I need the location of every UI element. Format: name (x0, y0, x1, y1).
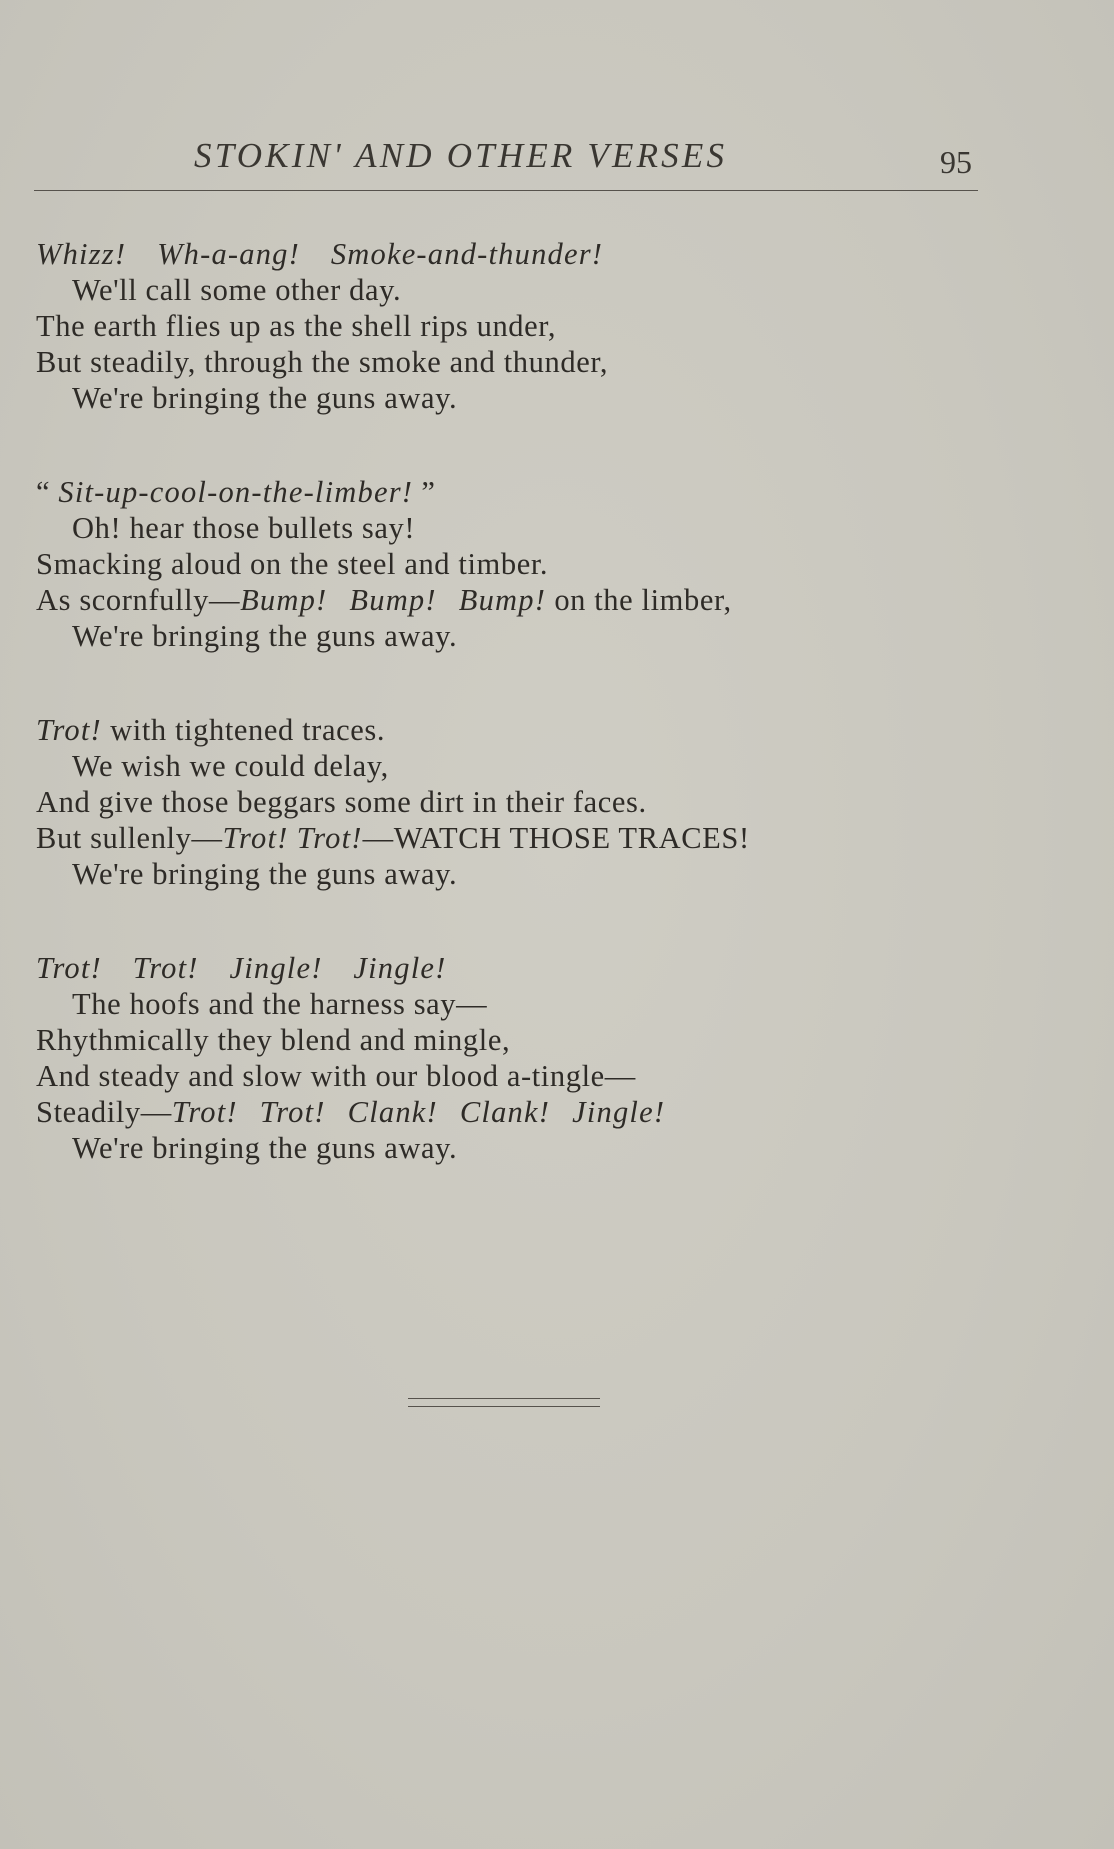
running-head (0, 136, 1114, 186)
poem-line: We'll call some other day. (72, 273, 402, 307)
poem-line: Oh! hear those bullets say! (72, 511, 416, 545)
line-prefix: But sullenly— (36, 821, 223, 855)
line-prefix: As scornfully— (36, 583, 241, 617)
refrain-line: We're bringing the guns away. (72, 619, 458, 653)
running-head-title: STOKIN' AND OTHER VERSES (194, 136, 728, 175)
poem-line (36, 712, 986, 748)
poem-line: Smacking aloud on the steel and timber. (36, 547, 549, 581)
end-ornament-rule (408, 1398, 600, 1407)
exclamation: Jingle! (572, 1095, 666, 1129)
close-quote: ” (421, 475, 436, 509)
poem-line (36, 820, 986, 856)
exclamation: Bump! (458, 583, 547, 617)
exclamation: Trot! (259, 1095, 326, 1129)
exclamation: Wh-a-ang! (157, 237, 300, 271)
stanza-4 (36, 950, 986, 1166)
poem-line (36, 1094, 986, 1130)
poem-line (36, 236, 986, 272)
poem-line: Rhythmically they blend and mingle, (36, 1023, 511, 1057)
stanza-1 (36, 236, 986, 416)
exclamation: Trot! (171, 1095, 238, 1129)
poem-line (36, 582, 986, 618)
exclamation: Trot! (132, 951, 199, 985)
exclamation: Trot! (36, 713, 102, 747)
exclamation: Clank! (459, 1095, 551, 1129)
exclamation: Jingle! (229, 951, 323, 985)
poem-line: The earth flies up as the shell rips under, (36, 309, 557, 343)
stanza-2 (36, 474, 986, 654)
line-prefix: Steadily— (36, 1095, 172, 1129)
refrain-line: We're bringing the guns away. (72, 1131, 458, 1165)
exclamation: Smoke-and-thunder! (330, 237, 604, 271)
poem-line (36, 474, 986, 510)
exclamation: Trot! (36, 951, 102, 985)
command-text: Sit-up-cool-on-the-limber! (58, 475, 414, 509)
line-suffix: —WATCH THOSE TRACES! (362, 821, 750, 855)
page-number: 95 (940, 144, 972, 180)
exclamation: Bump! (240, 583, 328, 617)
exclamation: Bump! (349, 583, 437, 617)
poem-line: We wish we could delay, (72, 749, 389, 783)
poem-line (36, 950, 986, 986)
stanza-3 (36, 712, 986, 892)
refrain-line: We're bringing the guns away. (72, 381, 458, 415)
poem-line: The hoofs and the harness say— (72, 987, 488, 1021)
refrain-line: We're bringing the guns away. (72, 857, 458, 891)
exclamation: Whizz! (36, 237, 127, 271)
line-suffix: on the limber, (554, 583, 732, 617)
poem-line: But steadily, through the smoke and thunder, (36, 345, 609, 379)
header-rule (34, 190, 978, 191)
poem (36, 236, 986, 1224)
poem-line: And give those beggars some dirt in their faces. (36, 785, 647, 819)
open-quote: “ (36, 475, 51, 509)
exclamation: Trot! (222, 821, 289, 855)
exclamation: Jingle! (353, 951, 447, 985)
exclamation: Trot! (296, 821, 363, 855)
exclamation: Clank! (347, 1095, 438, 1129)
poem-line: And steady and slow with our blood a-tingle— (36, 1059, 636, 1093)
line-suffix: with tightened traces. (110, 713, 386, 747)
